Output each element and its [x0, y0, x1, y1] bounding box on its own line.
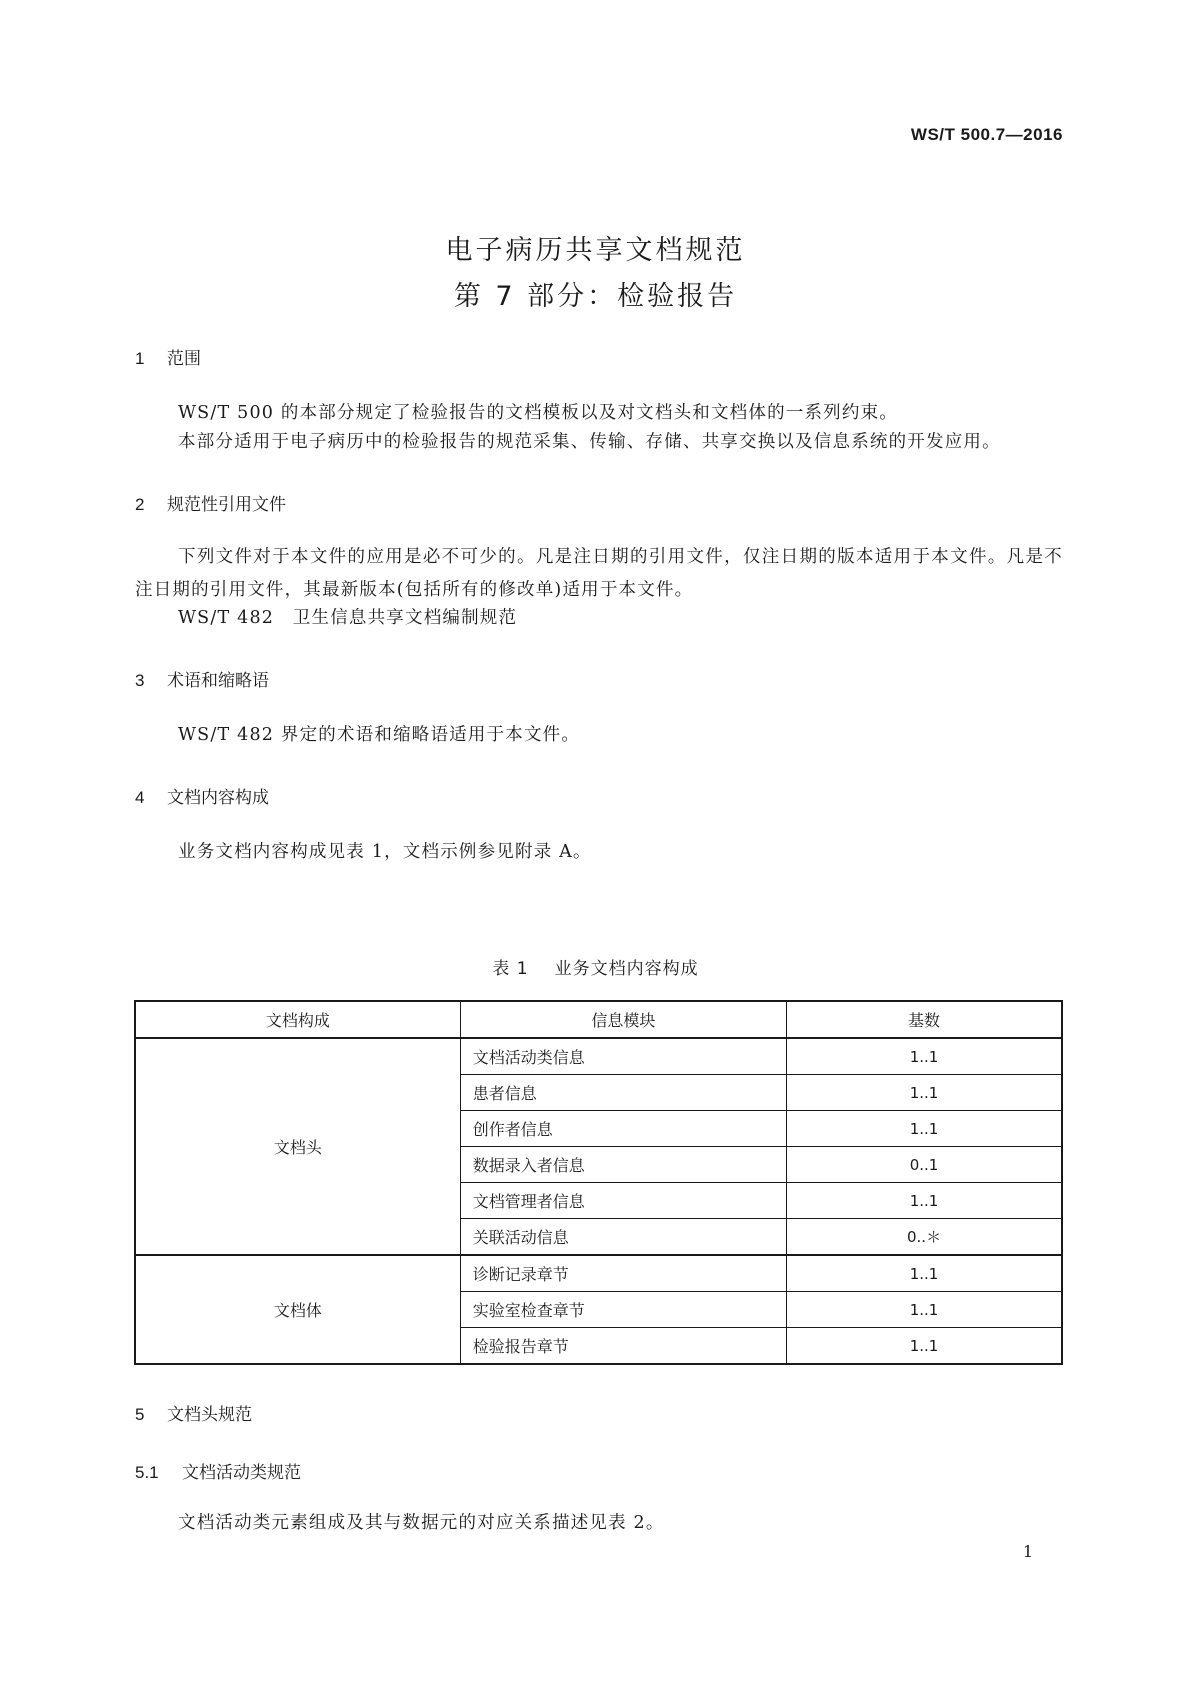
section-number: 2	[135, 495, 145, 514]
cardinality-cell: 1..1	[787, 1183, 1062, 1219]
cardinality-cell: 1..1	[787, 1111, 1062, 1147]
section-title: 文档内容构成	[167, 788, 269, 808]
table-caption-title: 业务文档内容构成	[554, 959, 699, 979]
cardinality-cell: 1..1	[787, 1328, 1062, 1365]
document-subtitle: 第 7 部分：检验报告	[453, 281, 738, 312]
module-cell: 实验室检查章节	[460, 1292, 786, 1328]
cardinality-cell: 1..1	[787, 1255, 1062, 1292]
cardinality-cell: 0..1	[787, 1147, 1062, 1183]
paragraph: WS/T 500 的本部分规定了检验报告的文档模板以及对文档头和文档体的一系列约束。	[178, 403, 898, 423]
module-cell: 诊断记录章节	[460, 1255, 786, 1292]
cardinality-cell: 1..1	[787, 1075, 1062, 1111]
column-header: 文档构成	[135, 1001, 460, 1038]
paragraph: 下列文件对于本文件的应用是必不可少的。凡是注日期的引用文件，仅注日期的版本适用于本文件。凡是不注日期的引用文件，其最新版本(包括所有的修改单)适用于本文件。	[135, 547, 1063, 600]
module-cell: 关联活动信息	[460, 1219, 786, 1256]
section-number: 4	[135, 788, 145, 807]
section-number: 3	[135, 671, 145, 690]
table-row	[135, 1255, 1062, 1292]
group-cell-body: 文档体	[135, 1255, 460, 1364]
section-heading-4	[135, 783, 269, 808]
module-cell: 数据录入者信息	[460, 1147, 786, 1183]
module-cell: 文档活动类信息	[460, 1038, 786, 1075]
standard-code: WS/T 500.7—2016	[910, 125, 1063, 144]
paragraph: WS/T 482 界定的术语和缩略语适用于本文件。	[178, 725, 581, 745]
subsection-heading-5-1	[135, 1458, 301, 1483]
table-header-row	[135, 1001, 1062, 1038]
section-title: 文档活动类规范	[182, 1463, 301, 1483]
group-cell-header: 文档头	[135, 1038, 460, 1255]
section-number: 5.1	[135, 1463, 159, 1482]
cardinality-cell: 1..1	[787, 1038, 1062, 1075]
module-cell: 创作者信息	[460, 1111, 786, 1147]
section-title: 术语和缩略语	[167, 671, 269, 691]
cardinality-cell: 1..1	[787, 1292, 1062, 1328]
column-header: 信息模块	[460, 1001, 786, 1038]
table-row	[135, 1038, 1062, 1075]
content-structure-table	[134, 1000, 1063, 1365]
column-header: 基数	[787, 1001, 1062, 1038]
section-title: 规范性引用文件	[167, 495, 286, 515]
document-title: 电子病历共享文档规范	[445, 235, 746, 266]
table-caption	[0, 954, 1191, 979]
section-title: 文档头规范	[167, 1405, 252, 1425]
module-cell: 患者信息	[460, 1075, 786, 1111]
module-cell: 检验报告章节	[460, 1328, 786, 1365]
page-number: 1	[1022, 1542, 1033, 1561]
cardinality-cell: 0..＊	[787, 1219, 1062, 1256]
section-number: 5	[135, 1405, 145, 1424]
module-cell: 文档管理者信息	[460, 1183, 786, 1219]
section-heading-5	[135, 1400, 252, 1425]
section-heading-1	[135, 344, 201, 369]
reference-item: WS/T 482 卫生信息共享文档编制规范	[178, 608, 518, 628]
section-title: 范围	[167, 349, 201, 369]
table-caption-number: 表 1	[492, 959, 529, 979]
paragraph: 本部分适用于电子病历中的检验报告的规范采集、传输、存储、共享交换以及信息系统的开发应用。	[178, 432, 1001, 452]
section-heading-3	[135, 666, 269, 691]
paragraph: 文档活动类元素组成及其与数据元的对应关系描述见表 2。	[178, 1513, 665, 1533]
paragraph: 业务文档内容构成见表 1，文档示例参见附录 A。	[178, 842, 592, 862]
section-heading-2	[135, 490, 286, 515]
section-number: 1	[135, 349, 145, 368]
